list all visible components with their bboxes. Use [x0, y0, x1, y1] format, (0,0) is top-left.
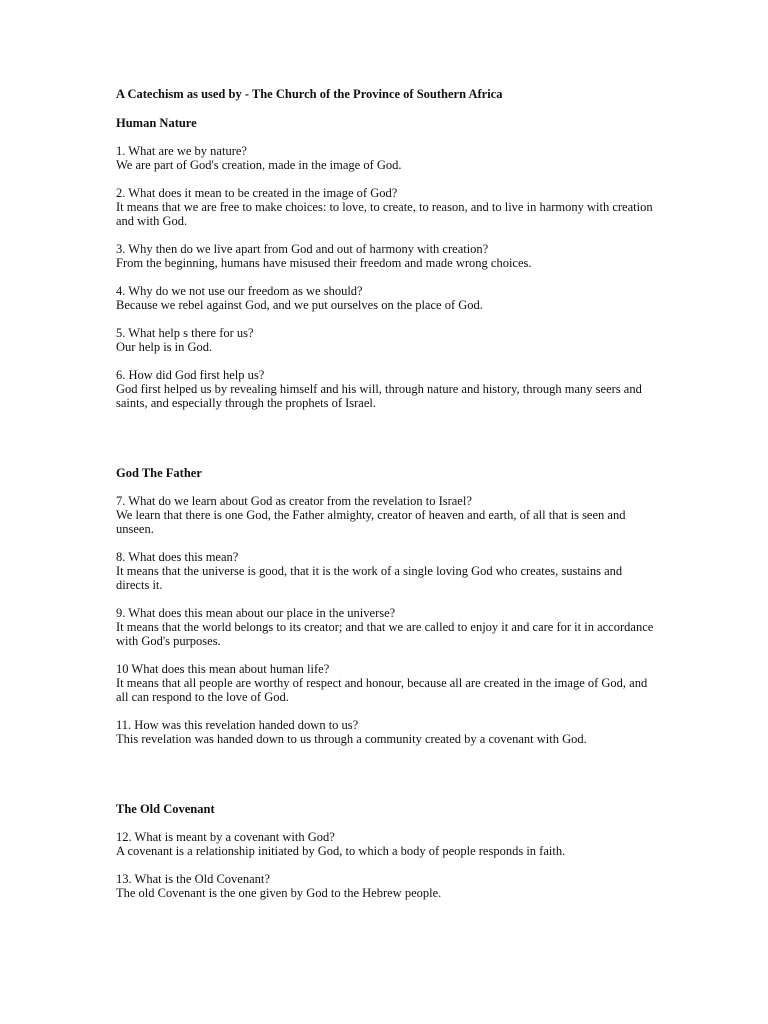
qa-item	[116, 284, 656, 312]
qa-item	[116, 718, 656, 746]
qa-item	[116, 830, 656, 858]
qa-item	[116, 662, 656, 704]
answer-text: This revelation was handed down to us through a community created by a covenant with God.	[116, 732, 587, 746]
question-text: 10 What does this mean about human life?	[116, 662, 330, 676]
answer-text: Our help is in God.	[116, 340, 213, 354]
qa-item	[116, 242, 656, 270]
answer-text: It means that the world belongs to its creator; and that we are called to enjoy it and care for it in accordance with God's purposes.	[116, 620, 654, 648]
answer-text: God first helped us by revealing himself and his will, through nature and history, through many seers and saints, and especially through the prophets of Israel.	[116, 382, 642, 410]
section-heading: The Old Covenant	[116, 802, 215, 816]
document-page	[116, 87, 656, 914]
qa-item	[116, 144, 656, 172]
question-text: 5. What help s there for us?	[116, 326, 254, 340]
answer-text: A covenant is a relationship initiated by God, to which a body of people responds in faith.	[116, 844, 566, 858]
question-text: 9. What does this mean about our place in the universe?	[116, 606, 396, 620]
question-text: 1. What are we by nature?	[116, 144, 247, 158]
answer-text: It means that we are free to make choices: to love, to create, to reason, and to live in harmony with creation and with God.	[116, 200, 653, 228]
document-title: A Catechism as used by - The Church of the Province of Southern Africa	[116, 87, 503, 101]
question-text: 2. What does it mean to be created in the image of God?	[116, 186, 398, 200]
question-text: 8. What does this mean?	[116, 550, 239, 564]
qa-item	[116, 494, 656, 536]
question-text: 7. What do we learn about God as creator from the revelation to Israel?	[116, 494, 472, 508]
question-text: 12. What is meant by a covenant with God?	[116, 830, 335, 844]
qa-item	[116, 606, 656, 648]
question-text: 11. How was this revelation handed down to us?	[116, 718, 359, 732]
qa-item	[116, 368, 656, 410]
section-spacer	[116, 424, 656, 466]
question-text: 13. What is the Old Covenant?	[116, 872, 270, 886]
qa-item	[116, 872, 656, 900]
question-text: 3. Why then do we live apart from God and out of harmony with creation?	[116, 242, 489, 256]
section-heading: God The Father	[116, 466, 202, 480]
section-god-the-father	[116, 466, 656, 746]
answer-text: It means that all people are worthy of respect and honour, because all are created in the image of God, and all can respond to the love of God.	[116, 676, 648, 704]
section-heading: Human Nature	[116, 116, 197, 130]
answer-text: It means that the universe is good, that it is the work of a single loving God who creates, sustains and directs it.	[116, 564, 623, 592]
answer-text: We learn that there is one God, the Father almighty, creator of heaven and earth, of all that is seen and unseen.	[116, 508, 626, 536]
section-spacer	[116, 760, 656, 802]
question-text: 6. How did God first help us?	[116, 368, 265, 382]
answer-text: Because we rebel against God, and we put ourselves on the place of God.	[116, 298, 483, 312]
section-human-nature	[116, 116, 656, 410]
answer-text: The old Covenant is the one given by God to the Hebrew people.	[116, 886, 442, 900]
section-old-covenant	[116, 802, 656, 900]
qa-item	[116, 186, 656, 228]
answer-text: From the beginning, humans have misused their freedom and made wrong choices.	[116, 256, 532, 270]
question-text: 4. Why do we not use our freedom as we should?	[116, 284, 363, 298]
qa-item	[116, 326, 656, 354]
qa-item	[116, 550, 656, 592]
answer-text: We are part of God's creation, made in the image of God.	[116, 158, 402, 172]
